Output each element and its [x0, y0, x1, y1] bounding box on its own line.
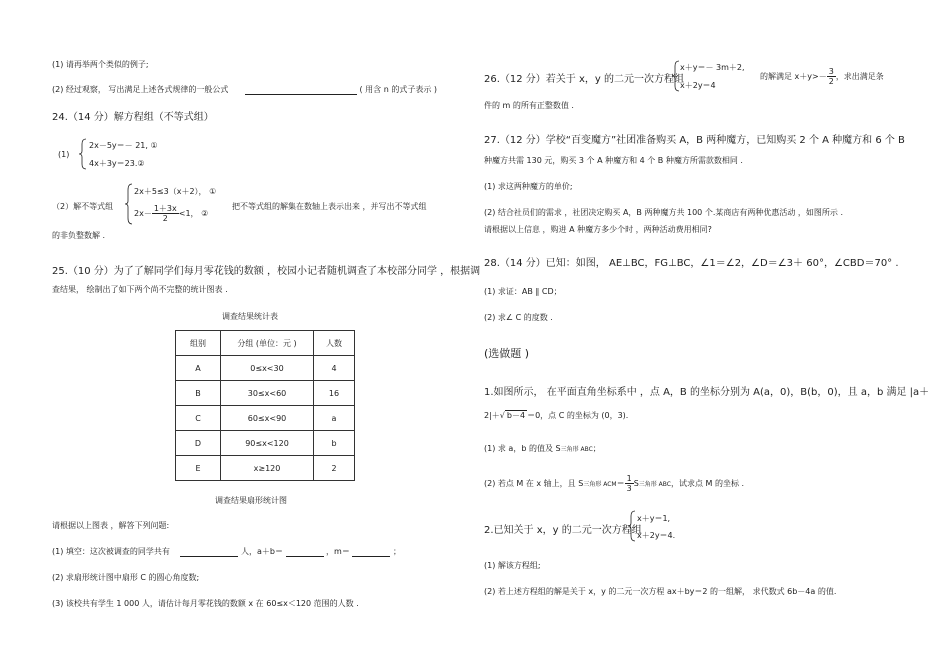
q26-condition-tail: ，求出满足条 [835, 72, 884, 81]
table-cell: a [314, 406, 355, 431]
table-header-cell: 组别 [176, 331, 221, 356]
q23-answer-blank[interactable] [245, 85, 357, 95]
table-cell: 2 [314, 456, 355, 481]
q24-ineq2 [134, 204, 208, 223]
q28-part1: (1) 求证：AB ∥ CD； [484, 287, 562, 296]
q23-part2 [52, 84, 437, 95]
table-title: 调查结果统计表 [222, 312, 278, 321]
q25-intro-1: 25.（10 分）为了了解同学们每月零花钱的数额 ，校园小记者随机调查了本校部分同学 ，根据调 [52, 266, 481, 277]
q24-instruction: 把不等式组的解集在数轴上表示出来 ，并写出不等式组 [232, 202, 427, 211]
q25-blank-m[interactable] [352, 547, 390, 557]
q23-part2-text: (2) 经过观察， 写出满足上述各式规律的一般公式 [52, 85, 229, 94]
q27-part1: (1) 求这两种魔方的单价; [484, 182, 573, 191]
e1-abs: 2|＋ [484, 411, 500, 420]
table-row [176, 381, 355, 406]
table-cell: b [314, 431, 355, 456]
e2-system-brace [628, 510, 636, 542]
e1-part2-text: (2) 若点 M 在 x 轴上，且 S [484, 479, 584, 488]
q24-eq1: 2x－5y＝－ 21, ① [89, 141, 158, 150]
e1-line2-tail: ＝0，点 C 的坐标为 (0，3). [527, 411, 629, 420]
q24-frac-den: 2 [162, 214, 168, 223]
table-cell: 4 [314, 356, 355, 381]
table-cell: C [176, 406, 221, 431]
q24-ineq2-left: 2x－ [134, 209, 152, 218]
q24-ineq-brace [125, 183, 133, 225]
q25-part2: (2) 求扇形统计图中扇形 C 的圆心角度数; [52, 573, 200, 582]
table-cell: 90≤x<120 [221, 431, 314, 456]
e1-part1-end: ； [592, 444, 601, 453]
q27-line1: 27.（12 分）学校“百变魔方”社团准备购买 A，B 两种魔方，已知购买 2 个 A 种魔方和 6 个 B [484, 135, 905, 146]
e1-sqrt: b－4 [506, 411, 526, 420]
q25-blank-ab[interactable] [286, 547, 324, 557]
table-row [176, 406, 355, 431]
q26-fraction [827, 67, 836, 86]
e2-eq2: x＋2y＝4. [637, 531, 676, 540]
e1-part2 [484, 474, 744, 493]
q24-frac-num: 1＋3x [153, 204, 177, 213]
q25-part1 [52, 546, 401, 557]
table-row [176, 431, 355, 456]
e1-part2-sub2: 三角形 ABC [638, 481, 671, 488]
q25-part3: (3) 该校共有学生 1 000 人，请估计每月零花钱的数额 x 在 60≤x＜120 范围的人数 . [52, 599, 359, 608]
table-header-cell: 分组 (单位：元 ) [221, 331, 314, 356]
table-cell: 0≤x<30 [221, 356, 314, 381]
elective-heading: (选做题 ) [484, 347, 530, 360]
q25-part1-text: (1) 填空：这次被调查的同学共有 [52, 547, 170, 556]
q26-frac-num: 3 [828, 67, 834, 76]
q25-part1-m: ，m＝ [326, 547, 350, 556]
e1-line2 [484, 410, 628, 421]
q24-ineq2-fraction [152, 204, 179, 223]
table-header-cell: 人数 [314, 331, 355, 356]
e1-frac-den: 3 [626, 484, 632, 493]
e1-part1-text: (1) 求 a，b 的值及 S [484, 444, 561, 453]
e1-part1 [484, 443, 601, 454]
table-cell: x≥120 [221, 456, 314, 481]
q26-system-brace [672, 60, 680, 92]
q23-part1: (1) 请再举两个类似的例子; [52, 60, 149, 69]
q26-text-2: 件的 m 的所有正整数值 . [484, 101, 574, 110]
table-cell: 60≤x<90 [221, 406, 314, 431]
q25-blank-total[interactable] [180, 547, 238, 557]
q26-frac-den: 2 [828, 77, 834, 86]
e2-part1: (1) 解该方程组; [484, 561, 541, 570]
table-header-row [176, 331, 355, 356]
q25-prompt: 请根据以上图表 ，解答下列问题: [52, 521, 170, 530]
table-row [176, 456, 355, 481]
e1-frac-num: 1 [626, 474, 632, 483]
q24-eq2: 4x＋3y＝23.② [89, 159, 145, 168]
survey-table [175, 330, 355, 481]
table-cell: D [176, 431, 221, 456]
e2-text: 2.已知关于 x，y 的二元一次方程组 [484, 525, 642, 536]
e2-part2: (2) 若上述方程组的解是关于 x，y 的二元一次方程 ax＋by＝2 的一组解， 求代数式 6b－4a 的值. [484, 587, 837, 596]
e1-part2-tail: ，试求点 M 的坐标 . [670, 479, 745, 488]
q27-line2: 种魔方共需 130 元，购买 3 个 A 种魔方和 4 个 B 种魔方所需款数相同 . [484, 156, 743, 165]
q24-part2-label: （2）解不等式组 [52, 202, 114, 211]
q28-part2: (2) 求∠ C 的度数 . [484, 313, 553, 322]
q26-eq1: x＋y＝－ 3m＋2, [680, 63, 745, 72]
table-cell: B [176, 381, 221, 406]
table-cell: 30≤x<60 [221, 381, 314, 406]
e1-part2-s: S [633, 479, 639, 488]
q24-ineq1: 2x＋5≤3（x＋2）， ① [134, 187, 217, 196]
q25-part1-ab: 人，a＋b＝ [240, 547, 283, 556]
q24-title: 24.（14 分）解方程组（不等式组） [52, 112, 214, 123]
e1-line1: 1.如图所示， 在平面直角坐标系中 ，点 A，B 的坐标分别为 A(a，0)，B(b，0)，且 a，b 满足 |a＋ [484, 387, 930, 398]
chart-caption: 调查结果扇形统计图 [215, 496, 287, 505]
table-cell: E [176, 456, 221, 481]
q26-condition-text: 的解满足 x＋y>－ [760, 72, 827, 81]
table-cell: A [176, 356, 221, 381]
q26-condition [760, 67, 884, 86]
e1-part2-fraction [625, 474, 634, 493]
q24-instruction-2: 的非负整数解 . [52, 231, 106, 240]
e1-part2-sub1: 三角形 ACM [583, 481, 617, 488]
q27-part2b: 请根据以上信息 ，购进 A 种魔方多少个时 ，两种活动费用相同? [484, 225, 712, 234]
q28-text: 28.（14 分）已知：如图， AE⊥BC，FG⊥BC，∠1＝∠2，∠D＝∠3＋ 60°，∠CBD＝70° . [484, 258, 899, 269]
e1-part2-eq: ＝ [616, 479, 625, 488]
q24-part1-label: (1) [58, 150, 70, 159]
e2-eq1: x＋y＝1, [637, 514, 671, 523]
table-cell: 16 [314, 381, 355, 406]
q27-part2a: (2) 结合社员们的需求 ，社团决定购买 A，B 两种魔方共 100 个.某商店有两种优惠活动 ，如图所示 . [484, 208, 843, 217]
q23-part2-note: ( 用含 n 的式子表示 ) [359, 85, 437, 94]
q25-intro-2: 查结果， 绘制出了如下两个尚不完整的统计图表 . [52, 285, 228, 294]
q26-text: 26.（12 分）若关于 x，y 的二元一次方程组 [484, 74, 684, 85]
sqrt-icon: √ [499, 411, 505, 420]
q24-system-brace [79, 138, 87, 170]
q26-eq2: x＋2y＝4 [680, 81, 716, 90]
e1-part1-sub: 三角形 ABC [560, 446, 593, 453]
q24-ineq2-right: <1， ② [178, 209, 209, 218]
table-row [176, 356, 355, 381]
q25-part1-end: ； [392, 547, 401, 556]
